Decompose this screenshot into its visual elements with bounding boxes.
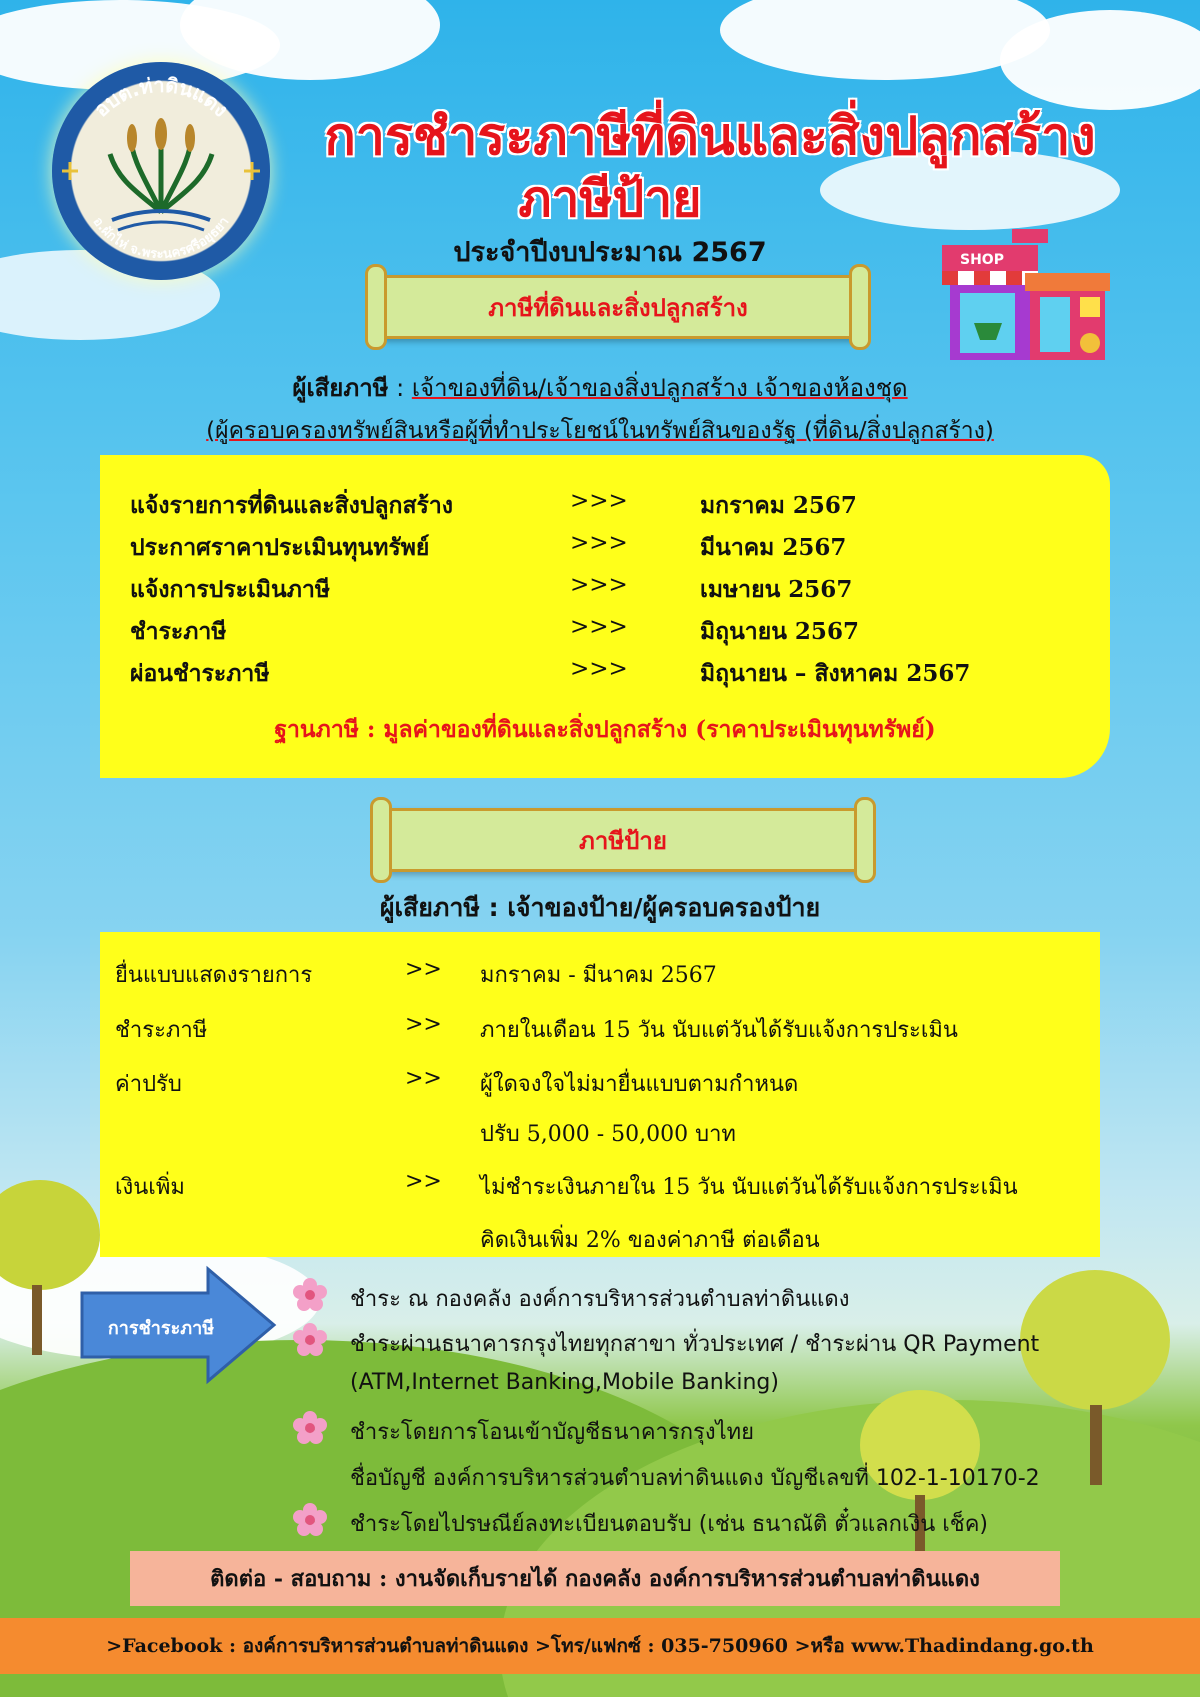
svg-text:อบต.ท่าดินแดง: อบต.ท่าดินแดง [89, 72, 234, 122]
payment-line: (ATM,Internet Banking,Mobile Banking) [350, 1370, 779, 1395]
sign-tax-banner-label: ภาษีป้าย [579, 825, 667, 855]
payment-line: ชื่อบัญชี องค์การบริหารส่วนตำบลท่าดินแดง บัญชีเลขที่ 102-1-10170-2 [350, 1466, 1040, 1491]
tree-trunk [1090, 1405, 1102, 1485]
tree-trunk [32, 1285, 42, 1355]
logo-emblem-icon [52, 62, 270, 280]
fiscal-year-subtitle: ประจำปีงบประมาณ 2567 [453, 237, 767, 268]
page-title-secondary: ภาษีป้าย [518, 170, 702, 228]
land-taxpayer-note: (ผู้ครอบครองทรัพย์สินหรือผู้ที่ทำประโยชน์ในทรัพย์สินของรัฐ (ที่ดิน/สิ่งปลูกสร้าง) [206, 418, 994, 444]
land-taxpayer-line [60, 368, 1140, 407]
tax-base-note: ฐานภาษี : มูลค่าของที่ดินและสิ่งปลูกสร้าง (ราคาประเมินทุนทรัพย์) [274, 716, 936, 743]
flower-bullet-icon [292, 1502, 328, 1538]
flower-bullet-icon [292, 1322, 328, 1358]
payment-line: ชำระโดยไปรษณีย์ลงทะเบียนตอบรับ (เช่น ธนาณัติ ตั๋วแลกเงิน เช็ค) [350, 1512, 988, 1537]
land-taxpayer-value: เจ้าของที่ดิน/เจ้าของสิ่งปลูกสร้าง เจ้าของห้องชุด [411, 374, 908, 402]
sign-tax-banner [385, 808, 861, 872]
payment-arrow-label: การชำระภาษี [107, 1318, 215, 1339]
land-tax-banner-label: ภาษีที่ดินและสิ่งปลูกสร้าง [488, 292, 748, 322]
shop-illustration-icon [930, 225, 1120, 360]
flower-bullet-icon [292, 1277, 328, 1313]
footer-bar: >Facebook : องค์การบริหารส่วนตำบลท่าดินแดง >โทร/แฟกซ์ : 035-750960 >หรือ www.Thadindang.go.th [0, 1618, 1200, 1674]
payment-line: ชำระผ่านธนาคารกรุงไทยทุกสาขา ทั่วประเทศ / ชำระผ่าน QR Payment [350, 1332, 1040, 1357]
svg-text:SHOP: SHOP [960, 252, 1004, 268]
land-taxpayer-label: ผู้เสียภาษี [292, 374, 389, 402]
page-title: การชำระภาษีที่ดินและสิ่งปลูกสร้าง [324, 107, 1096, 167]
contact-bar: ติดต่อ - สอบถาม : งานจัดเก็บรายได้ กองคลัง องค์การบริหารส่วนตำบลท่าดินแดง [130, 1551, 1060, 1606]
logo-seal [52, 62, 270, 280]
payment-line: ชำระ ณ กองคลัง องค์การบริหารส่วนตำบลท่าดินแดง [350, 1287, 850, 1312]
svg-text:อ.ผักไห่ จ.พระนครศรีอยุธยา: อ.ผักไห่ จ.พระนครศรีอยุธยา [89, 214, 233, 263]
sign-taxpayer-line: ผู้เสียภาษี : เจ้าของป้าย/ผู้ครอบครองป้าย [379, 893, 821, 922]
payment-line: ชำระโดยการโอนเข้าบัญชีธนาคารกรุงไทย [350, 1420, 755, 1445]
land-taxpayer-separator: : [388, 374, 412, 402]
land-tax-banner [380, 275, 856, 339]
tree [1020, 1270, 1170, 1410]
flower-bullet-icon [292, 1410, 328, 1446]
